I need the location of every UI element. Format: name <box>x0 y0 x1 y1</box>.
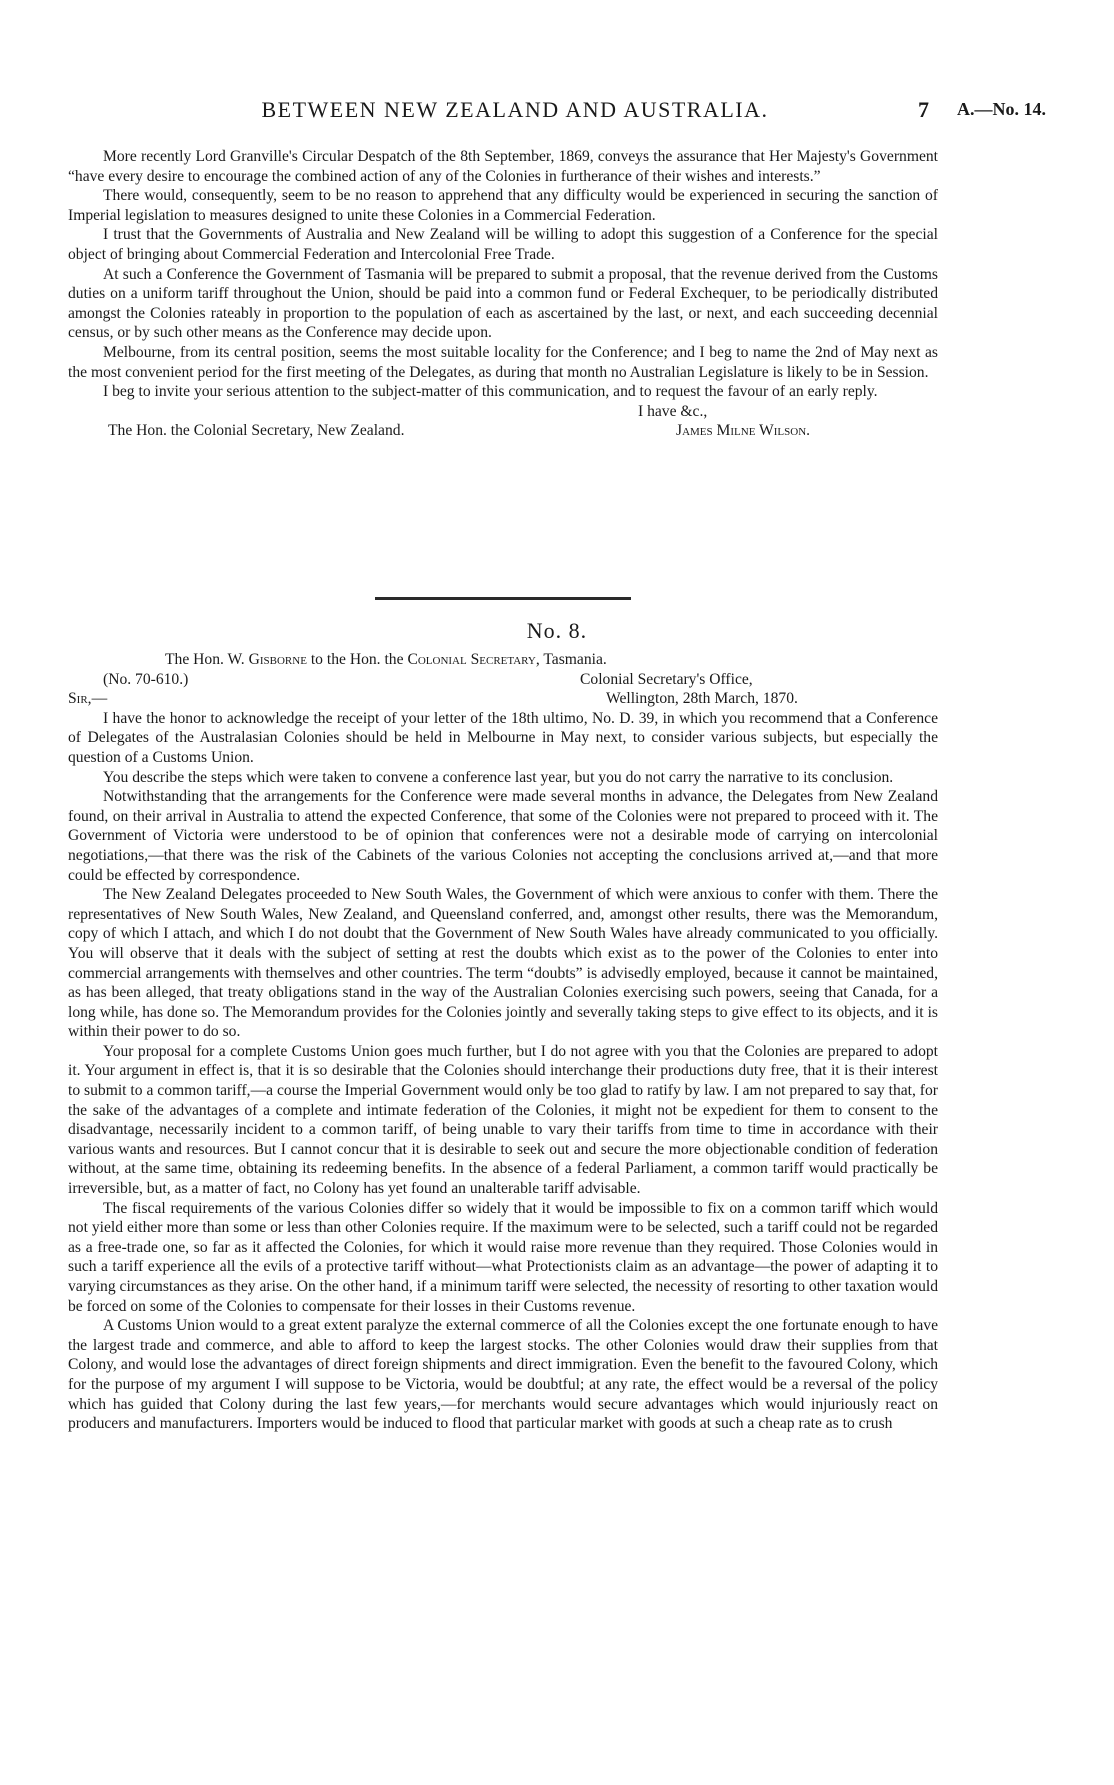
paragraph: More recently Lord Granville's Circular Despatch of the 8th September, 1869, conveys the assurance that Her Majesty's Government “have every desire to encourage the combined action of any of the Colonies in furtherance of their wishes and interests.” <box>68 148 938 185</box>
paragraph: A Customs Union would to a great extent paralyze the external commerce of all the Colonies except the one fortunate enough to have the largest trade and commerce, and able to afford to keep the largest stocks. The other Colonies would draw their supplies from that Colony, and would lose the advantages of direct foreign shipments and direct immigration. Even the benefit to the favoured Colony, which for the purpose of my argument I will suppose to be Victoria, would be doubtful; at any rate, the effect would be a reversal of the policy which has guided that Colony during the last few years,—for merchants would secure advantages which would injuriously react on producers and manufacturers. Importers would be induced to flood that particular market with goods at such a cheap rate as to crush <box>68 1317 938 1433</box>
paragraph: There would, consequently, seem to be no reason to apprehend that any difficulty would be experienced in securing the sanction of Imperial legislation to measures designed to unite these Colonies in a Commercial Federation. <box>68 187 938 224</box>
ref-number: (No. 70-610.) <box>103 670 189 688</box>
closing: I have &c., <box>638 402 708 420</box>
letter-two-body <box>68 650 938 1434</box>
heading-pre: The Hon. W. <box>165 651 245 668</box>
paragraph: Notwithstanding that the arrangements for the Conference were made several months in advance, the Delegates from New Zealand found, on their arrival in Australia to attend the expected Conference, that some of the Colonies were not prepared to proceed with it. The Government of Victoria were understood to be of opinion that conferences were not a desirable mode of carrying on intercolonial negotiations,—that there was the risk of the Cabinets of the various Colonies not accepting the conclusions arrived at,—and that more could be effected by correspondence. <box>68 788 938 884</box>
heading-name: Gisborne <box>248 651 307 668</box>
closing-row <box>68 402 938 422</box>
running-title: BETWEEN NEW ZEALAND AND AUSTRALIA. <box>261 97 769 122</box>
paragraph: You describe the steps which were taken to convene a conference last year, but you do not carry the narrative to its conclusion. <box>103 768 894 786</box>
heading-office: Colonial Secretary <box>407 651 536 668</box>
letter-one-body <box>68 147 938 441</box>
section-divider <box>375 597 631 600</box>
paragraph: Melbourne, from its central position, seems the most suitable locality for the Conference; and I beg to name the 2nd of May next as the most convenient period for the first meeting of the Delegates, as during that month no Australian Legislature is likely to be in Session. <box>68 343 938 381</box>
paragraph: I beg to invite your serious attention to the subject-matter of this communication, and to request the favour of an early reply. <box>103 383 878 401</box>
paragraph: The fiscal requirements of the various Colonies differ so widely that it would be impossible to fix on a common tariff which would not yield either more than some or less than other Colonies require. If the maximum were to be selected, such a tariff could not be regarded as a free-trade one, so far as it affected the Colonies, for which it would raise more revenue than they required. Those Colonies would in such a tariff experience all the evils of a protective tariff without—what Protectionists claim as an advantage—the power of adapting it to varying circumstances as they arise. On the other hand, if a minimum tariff were selected, the necessity of resorting to other taxation would be forced on some of the Colonies to compensate for their losses in their Customs revenue. <box>68 1199 938 1315</box>
signature-row <box>68 421 938 441</box>
page-header <box>0 97 1114 127</box>
paragraph: I have the honor to acknowledge the receipt of your letter of the 18th ultimo, No. D. 39, in which you recommend that a Conference of Delegates of the Australasian Colonies should be held in Melbourne in May next, to consider various subjects, but especially the question of a Customs Union. <box>68 709 938 766</box>
letter-heading <box>68 650 938 670</box>
document-reference: A.—No. 14. <box>957 99 1046 119</box>
office: Colonial Secretary's Office, <box>580 670 753 688</box>
heading-post: , Tasmania. <box>535 651 607 668</box>
paragraph: I trust that the Governments of Australia and New Zealand will be willing to adopt this suggestion of a Conference for the special object of bringing about Commercial Federation and Intercolonial Free Trade. <box>68 226 938 263</box>
salutation: Sir,— <box>68 690 108 708</box>
salutation-row <box>68 689 938 709</box>
paragraph: At such a Conference the Government of Tasmania will be prepared to submit a proposal, that the revenue derived from the Customs duties on a uniform tariff throughout the Union, should be paid into a common fund or Federal Exchequer, to be periodically distributed amongst the Colonies rateably in proportion to the population of each as ascertained by the last, or next, and each succeeding decennial census, or by such other means as the Conference may decide upon. <box>68 265 938 342</box>
letter-number: No. 8. <box>526 618 588 643</box>
signature: James Milne Wilson. <box>676 422 811 440</box>
page-number: 7 <box>918 97 929 122</box>
heading-mid: to the Hon. the <box>310 651 404 668</box>
reference-row <box>68 670 938 690</box>
addressee: The Hon. the Colonial Secretary, New Zealand. <box>108 422 405 440</box>
paragraph: The New Zealand Delegates proceeded to New South Wales, the Government of which were anxious to confer with them. There the representatives of New South Wales, New Zealand, and Queensland conferred, and, amongst other results, there was the Memorandum, copy of which I attach, and which I do not doubt that the Government of New South Wales have already communicated to you officially. You will observe that it deals with the subject of setting at rest the doubts which exist as to the power of the Colonies to enter into commercial arrangements with themselves and other countries. The term “doubts” is advisedly employed, because it cannot be maintained, as has been alleged, that treaty obligations stand in the way of the Australian Colonies exercising such powers, seeing that Canada, for a long while, has done so. The Memorandum provides for the Colonies jointly and severally taking steps to give effect to its objects, and it is within their power to do so. <box>68 886 938 1041</box>
place-date: Wellington, 28th March, 1870. <box>606 690 798 708</box>
paragraph: Your proposal for a complete Customs Union goes much further, but I do not agree with you that the Colonies are prepared to adopt it. Your argument in effect is, that it is so desirable that the Colonies should interchange their productions duty free, that it is their interest to submit to a common tariff,—a course the Imperial Government would only be too glad to ratify by law. I am not prepared to say that, for the sake of the advantages of a complete and intimate federation of the Colonies, it might not be expedient for them to consent to the disadvantage, necessarily incident to a common tariff, of being unable to vary their tariffs from time to time in accordance with their various wants and resources. But I cannot concur that it is desirable to seek out and secure the more objectionable condition of federation without, at the same time, obtaining its redeeming benefits. In the absence of a federal Parliament, a common tariff would practically be irreversible, but, as a matter of fact, no Colony has yet found an unalterable tariff advisable. <box>68 1042 938 1198</box>
